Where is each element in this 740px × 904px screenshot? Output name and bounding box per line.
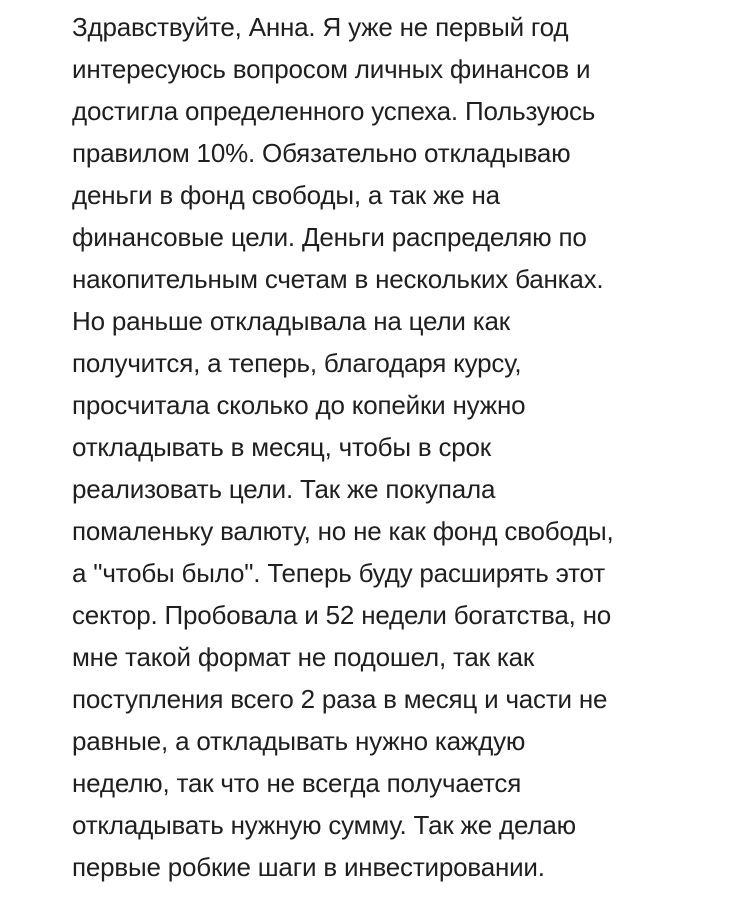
text-line: неделю, так что не всегда получается bbox=[72, 768, 522, 798]
text-line: помаленьку валюту, но не как фонд свободы, bbox=[72, 516, 614, 546]
text-line: реализовать цели. Так же покупала bbox=[72, 474, 496, 504]
text-line: деньги в фонд свободы, а так же на bbox=[72, 180, 500, 210]
text-line: получится, а теперь, благодаря курсу, bbox=[72, 348, 522, 378]
text-line: откладывать в месяц, чтобы в срок bbox=[72, 432, 491, 462]
text-line: достигла определенного успеха. Пользуюсь bbox=[72, 96, 596, 126]
text-line: сектор. Пробовала и 52 недели богатства, но bbox=[72, 600, 612, 630]
text-line: равные, а откладывать нужно каждую bbox=[72, 726, 526, 756]
text-line: а "чтобы было". Теперь буду расширять этот bbox=[72, 558, 605, 588]
text-line: первые робкие шаги в инвестировании. bbox=[72, 852, 545, 882]
text-line: Здравствуйте, Анна. Я уже не первый год bbox=[72, 12, 569, 42]
text-line: правилом 10%. Обязательно откладываю bbox=[72, 138, 571, 168]
text-line: просчитала сколько до копейки нужно bbox=[72, 390, 526, 420]
text-line: финансовые цели. Деньги распределяю по bbox=[72, 222, 587, 252]
message-text bbox=[72, 6, 712, 888]
text-line: Но раньше откладывала на цели как bbox=[72, 306, 510, 336]
text-line: интересуюсь вопросом личных финансов и bbox=[72, 54, 591, 84]
text-line: поступления всего 2 раза в месяц и части не bbox=[72, 684, 608, 714]
text-line: накопительным счетам в нескольких банках. bbox=[72, 264, 604, 294]
text-line: мне такой формат не подошел, так как bbox=[72, 642, 535, 672]
text-line: откладывать нужную сумму. Так же делаю bbox=[72, 810, 576, 840]
